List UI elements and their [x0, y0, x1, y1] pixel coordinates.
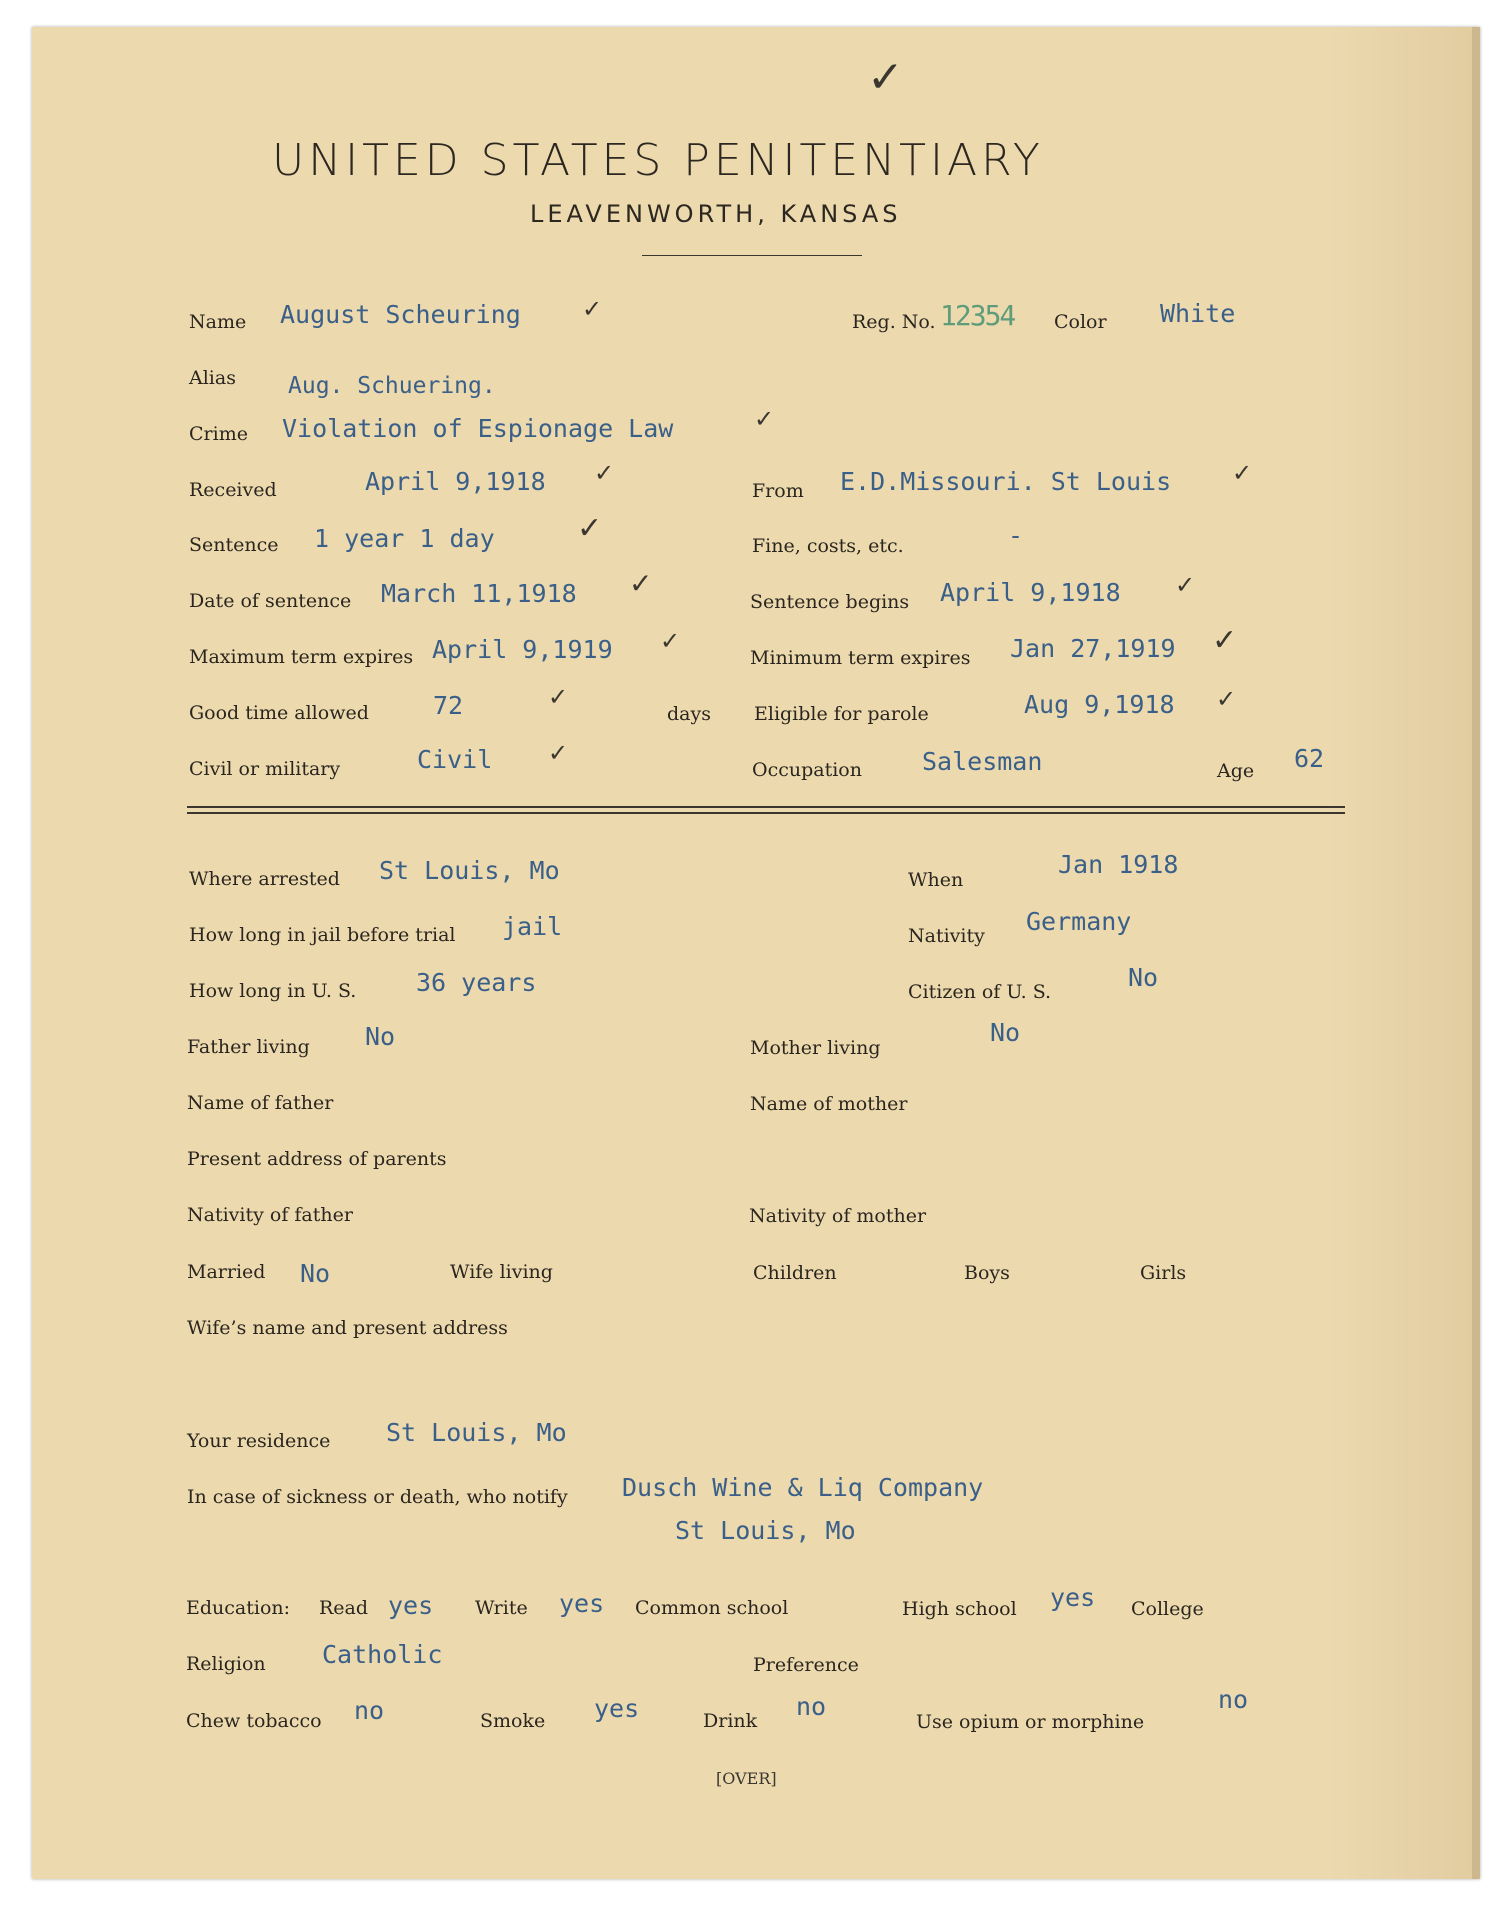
crime-label: Crime — [189, 423, 248, 445]
good-time-value: 72 — [433, 691, 464, 720]
chew-tobacco-value: no — [354, 1696, 385, 1725]
write-label: Write — [475, 1597, 528, 1619]
married-value: No — [300, 1259, 331, 1288]
alias-value: Aug. Schuering. — [288, 373, 496, 399]
when-label: When — [908, 869, 964, 891]
where-arrested-label: Where arrested — [189, 868, 340, 890]
read-value: yes — [388, 1591, 434, 1620]
nativity-mother-label: Nativity of mother — [749, 1205, 927, 1227]
notify-value-line1: Dusch Wine & Liq Company — [622, 1473, 984, 1502]
education-label: Education: — [186, 1597, 291, 1619]
drink-value: no — [796, 1692, 827, 1721]
wife-address-label: Wife’s name and present address — [187, 1317, 508, 1339]
top-check-mark: ✓ — [867, 52, 904, 103]
name-mother-label: Name of mother — [750, 1093, 908, 1115]
date-of-sentence-value: March 11,1918 — [381, 579, 577, 608]
color-value: White — [1160, 299, 1236, 328]
from-value: E.D.Missouri. St Louis — [840, 467, 1172, 496]
max-term-label: Maximum term expires — [189, 646, 414, 668]
section-divider-bottom — [187, 812, 1345, 814]
nativity-value: Germany — [1026, 907, 1132, 936]
date-of-sentence-check: ✓ — [629, 567, 653, 600]
received-check: ✓ — [594, 459, 615, 487]
received-value: April 9,1918 — [365, 467, 546, 496]
name-value: August Scheuring — [280, 300, 521, 329]
religion-label: Religion — [186, 1653, 266, 1675]
when-value: Jan 1918 — [1058, 850, 1179, 879]
page-title: UNITED STATES PENITENTIARY — [272, 135, 1044, 186]
min-term-check: ✓ — [1212, 623, 1238, 658]
fine-label: Fine, costs, etc. — [752, 535, 904, 557]
mother-living-value: No — [990, 1018, 1021, 1047]
page-subtitle: LEAVENWORTH, KANSAS — [530, 200, 902, 228]
name-label: Name — [189, 311, 247, 333]
name-father-label: Name of father — [187, 1092, 334, 1114]
children-label: Children — [753, 1262, 837, 1284]
mother-living-label: Mother living — [750, 1037, 881, 1059]
married-label: Married — [187, 1261, 266, 1283]
college-label: College — [1131, 1598, 1204, 1620]
jail-before-trial-label: How long in jail before trial — [189, 924, 456, 946]
sentence-begins-check: ✓ — [1175, 571, 1196, 599]
header-divider — [642, 255, 862, 256]
write-value: yes — [559, 1589, 605, 1618]
date-of-sentence-label: Date of sentence — [189, 590, 352, 612]
min-term-label: Minimum term expires — [750, 647, 971, 669]
sentence-check: ✓ — [577, 511, 603, 546]
drink-label: Drink — [703, 1710, 758, 1732]
over-note: [OVER] — [716, 1769, 777, 1788]
high-school-label: High school — [902, 1598, 1017, 1620]
notify-label: In case of sickness or death, who notify — [187, 1486, 568, 1508]
min-term-value: Jan 27,1919 — [1010, 634, 1176, 663]
eligible-parole-label: Eligible for parole — [754, 703, 929, 725]
chew-tobacco-label: Chew tobacco — [186, 1710, 322, 1732]
crime-check: ✓ — [754, 405, 775, 433]
father-living-value: No — [365, 1022, 396, 1051]
residence-label: Your residence — [187, 1430, 331, 1452]
sentence-begins-value: April 9,1918 — [940, 578, 1121, 607]
citizen-label: Citizen of U. S. — [908, 981, 1052, 1003]
long-in-us-label: How long in U. S. — [189, 980, 357, 1002]
notify-value-line2: St Louis, Mo — [675, 1516, 856, 1545]
sentence-begins-label: Sentence begins — [750, 591, 910, 613]
residence-value: St Louis, Mo — [386, 1418, 567, 1447]
sentence-value: 1 year 1 day — [314, 524, 495, 553]
nativity-label: Nativity — [908, 925, 985, 947]
smoke-value: yes — [594, 1694, 640, 1723]
from-check: ✓ — [1232, 459, 1253, 487]
smoke-label: Smoke — [480, 1710, 546, 1732]
eligible-parole-value: Aug 9,1918 — [1024, 690, 1175, 719]
opium-value: no — [1218, 1685, 1249, 1714]
religion-value: Catholic — [322, 1640, 443, 1669]
max-term-value: April 9,1919 — [432, 635, 613, 664]
high-school-value: yes — [1050, 1583, 1096, 1612]
civil-military-value: Civil — [417, 745, 493, 774]
occupation-value: Salesman — [922, 747, 1043, 776]
section-divider-top — [187, 806, 1345, 808]
long-in-us-value: 36 years — [416, 968, 537, 997]
days-label: days — [667, 703, 711, 725]
father-living-label: Father living — [187, 1036, 310, 1058]
civil-military-check: ✓ — [548, 739, 569, 767]
received-label: Received — [189, 479, 277, 501]
boys-label: Boys — [964, 1262, 1010, 1284]
from-label: From — [752, 480, 804, 502]
good-time-label: Good time allowed — [189, 702, 369, 724]
nativity-father-label: Nativity of father — [187, 1204, 353, 1226]
opium-label: Use opium or morphine — [916, 1711, 1145, 1733]
reg-no-label: Reg. No. — [852, 311, 936, 333]
read-label: Read — [319, 1597, 369, 1619]
max-term-check: ✓ — [660, 627, 681, 655]
sentence-label: Sentence — [189, 534, 279, 556]
eligible-parole-check: ✓ — [1216, 685, 1237, 713]
address-parents-label: Present address of parents — [187, 1148, 447, 1170]
age-value: 62 — [1294, 744, 1325, 773]
citizen-value: No — [1128, 963, 1159, 992]
name-check: ✓ — [582, 295, 603, 323]
crime-value: Violation of Espionage Law — [282, 414, 674, 443]
fine-value: - — [1008, 521, 1024, 550]
common-school-label: Common school — [635, 1597, 789, 1619]
alias-label: Alias — [189, 367, 236, 389]
girls-label: Girls — [1140, 1262, 1187, 1284]
jail-before-trial-value: jail — [502, 912, 563, 941]
wife-living-label: Wife living — [450, 1261, 553, 1283]
record-card — [32, 27, 1480, 1879]
occupation-label: Occupation — [752, 759, 862, 781]
reg-no-value: 12354 — [940, 299, 1015, 332]
where-arrested-value: St Louis, Mo — [379, 856, 560, 885]
civil-military-label: Civil or military — [189, 758, 341, 780]
good-time-check: ✓ — [548, 683, 569, 711]
age-label: Age — [1217, 760, 1255, 782]
preference-label: Preference — [753, 1654, 859, 1676]
color-label: Color — [1054, 311, 1107, 333]
